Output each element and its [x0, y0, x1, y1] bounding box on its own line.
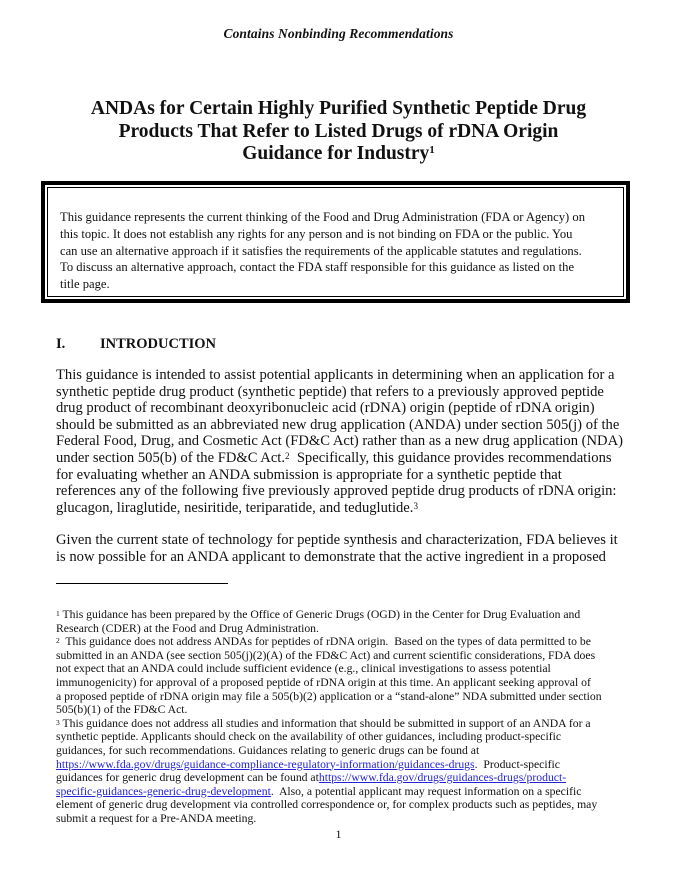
- footnote-1-marker: 1: [56, 609, 60, 618]
- footnote-text: This guidance does not address all studies and information that should be submitted in support of an ANDA for a: [59, 716, 591, 730]
- footnote-2-marker: 2: [56, 636, 60, 646]
- title-line-2: Products That Refer to Listed Drugs of rDNA Origin: [118, 120, 559, 142]
- paragraph-line: is now possible for an ANDA applicant to demonstrate that the active ingredient in a proposed: [56, 548, 606, 565]
- intro-paragraph-2: [56, 532, 618, 565]
- paragraph-line: synthetic peptide drug product (synthetic peptide) that refers to a previously approved peptide: [56, 383, 604, 400]
- footnotes: [56, 608, 602, 826]
- footnote-line: guidances, for such recommendations. Guidances relating to generic drugs can be found at: [56, 743, 480, 757]
- nonbinding-header: Contains Nonbinding Recommendations: [223, 26, 454, 41]
- footnote-2: [56, 635, 602, 649]
- footnote-line: immunogenicity) for approval of a proposed peptide of rDNA origin at this time. An applicant seeking approval of: [56, 675, 591, 689]
- footnote-1: [56, 608, 602, 622]
- paragraph-line: drug product of recombinant deoxyribonucleic acid (rDNA) origin (peptide of rDNA origin): [56, 400, 595, 417]
- section-number: I.: [56, 336, 66, 352]
- footnote-text: . Also, a potential applicant may request information on a specific: [270, 784, 582, 798]
- paragraph-line: This guidance is intended to assist potential applicants in determining when an application for a: [56, 367, 615, 383]
- footnote-ref-1[interactable]: 1: [429, 144, 435, 156]
- footnote-line: element of generic drug development via controlled correspondence or, for complex products such as peptides, may: [56, 798, 598, 812]
- footnote-text: This guidance has been prepared by the Office of Generic Drugs (OGD) in the Center for Drug Evaluation and: [59, 608, 581, 621]
- paragraph-line: references any of the following five previously approved peptide drug products of rDNA origin:: [56, 483, 617, 500]
- footnote-line: 505(b)(1) of the FD&C Act.: [56, 703, 188, 717]
- footnote-line: [56, 758, 602, 772]
- paragraph-line: Federal Food, Drug, and Cosmetic Act (FD&C Act) rather than as a new drug application (NDA): [56, 433, 623, 450]
- footnote-line: a proposed peptide of rDNA origin may file a 505(b)(2) application or a “stand-alone” NDA submitted under section: [56, 689, 602, 703]
- disclaimer-line: title page.: [60, 277, 110, 292]
- disclaimer-line: can use an alternative approach if it satisfies the requirements of the applicable statutes and regulations.: [60, 243, 582, 258]
- footnote-ref-2[interactable]: 2: [285, 450, 290, 461]
- paragraph-line: should be submitted as an abbreviated new drug application (ANDA) under section 505(j) of the: [56, 416, 620, 433]
- section-heading-introduction: [56, 336, 216, 353]
- footnote-separator: [56, 583, 228, 584]
- product-specific-guidances-link-cont[interactable]: specific-guidances-generic-drug-development: [56, 784, 271, 798]
- footnote-line: submitted in an ANDA (see section 505(j)(2)(A) of the FD&C Act) and current scientific considerations, FDA does: [56, 648, 596, 662]
- generic-drugs-guidances-link[interactable]: https://www.fda.gov/drugs/guidance-compliance-regulatory-information/guidances-drugs: [56, 757, 475, 771]
- section-title: INTRODUCTION: [100, 336, 217, 352]
- footnote-line: submit a request for a Pre-ANDA meeting.: [56, 811, 257, 825]
- footnote-text: . Product-specific: [474, 757, 560, 771]
- paragraph-line: for evaluating whether an ANDA submission is appropriate for a synthetic peptide that: [56, 466, 562, 483]
- disclaimer-line: To discuss an alternative approach, contact the FDA staff responsible for this guidance as listed on the: [60, 260, 575, 275]
- paragraph-text: under section 505(b) of the FD&C Act.: [56, 449, 286, 466]
- footnote-ref-3[interactable]: 3: [413, 500, 418, 511]
- title-line-3-text: Guidance for Industry: [242, 143, 430, 164]
- paragraph-text: Specifically, this guidance provides recommendations: [289, 449, 612, 466]
- title-line-1: ANDAs for Certain Highly Purified Synthetic Peptide Drug: [90, 98, 587, 119]
- disclaimer-line: This guidance represents the current thinking of the Food and Drug Administration (FDA or Agency) on: [60, 210, 585, 224]
- footnote-line: not expect that an ANDA could include sufficient evidence (e.g., clinical investigations to assess potential: [56, 662, 551, 676]
- disclaimer-box: [41, 181, 630, 303]
- paragraph-text: glucagon, liraglutide, nesiritide, teriparatide, and teduglutide.: [56, 499, 414, 516]
- footnote-text: guidances for generic drug development can be found at: [56, 771, 319, 785]
- footnote-3-marker: 3: [56, 717, 60, 727]
- footnote-line: [56, 771, 602, 785]
- document-title: [60, 98, 617, 166]
- footnote-line: synthetic peptide. Applicants should check on the availability of other guidances, including product-specific: [56, 730, 562, 744]
- paragraph-line: Given the current state of technology for peptide synthesis and characterization, FDA believes it: [56, 532, 618, 548]
- footnote-text: This guidance does not address ANDAs for peptides of rDNA origin. Based on the types of data permitted to be: [59, 635, 591, 649]
- product-specific-guidances-link[interactable]: https://www.fda.gov/drugs/guidances-drugs/product-: [318, 771, 567, 785]
- title-line-3: [60, 143, 617, 166]
- paragraph-line: [56, 450, 623, 467]
- paragraph-line: [56, 500, 623, 517]
- page-number: 1: [335, 827, 342, 841]
- disclaimer-line: this topic. It does not establish any rights for any person and is not binding on FDA or the public. You: [60, 226, 573, 241]
- disclaimer-text: [47, 187, 624, 297]
- intro-paragraph-1: [56, 367, 623, 516]
- footnote-line: [56, 785, 602, 799]
- footnote-3: [56, 717, 602, 731]
- footnote-line: Research (CDER) at the Food and Drug Administration.: [56, 621, 319, 635]
